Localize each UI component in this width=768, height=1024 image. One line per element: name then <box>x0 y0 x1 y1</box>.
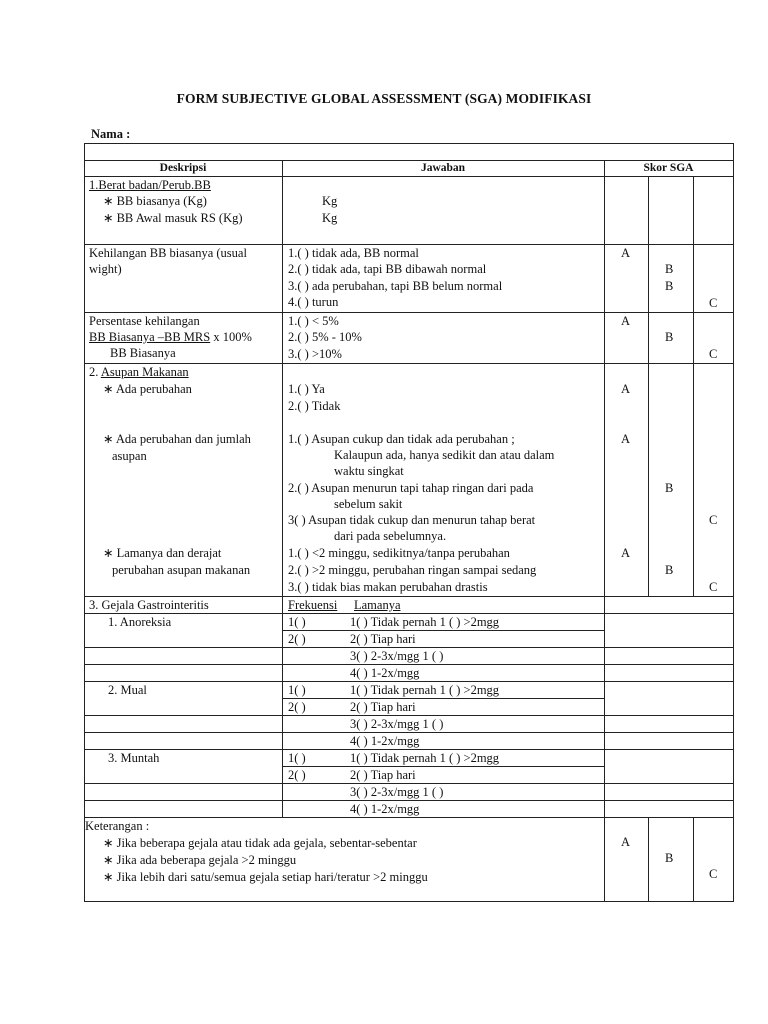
header-skor: Skor SGA <box>643 162 694 174</box>
col-divider <box>648 176 649 596</box>
kehilangan-label: wight) <box>89 262 122 276</box>
lamanya-option[interactable]: 1( ) Tidak pernah 1 ( ) >2mgg <box>350 615 500 629</box>
row-divider <box>84 312 734 313</box>
asupan-option-cont: Kalaupun ada, hanya sedikit dan atau dalam <box>334 448 555 462</box>
score-a: A <box>621 246 631 260</box>
gejala-muntah: 3. Muntah <box>108 751 160 765</box>
score-a: A <box>621 314 631 328</box>
formula-denominator: BB Biasanya <box>110 346 176 360</box>
col-divider <box>604 160 605 901</box>
row-divider <box>282 698 604 699</box>
ada-perubahan-label: ∗ Ada perubahan <box>103 382 192 396</box>
table-border-bottom <box>84 901 734 902</box>
lamanya-option[interactable]: 3( ) 2-3x/mgg 1 ( ) <box>350 717 444 731</box>
col-divider <box>648 817 649 901</box>
header-deskripsi: Deskripsi <box>159 162 207 174</box>
frekuensi-option[interactable]: 2( ) <box>288 632 306 646</box>
asupan-option[interactable]: 1.( ) Asupan cukup dan tidak ada perubahan ; <box>288 432 515 446</box>
lamanya-option[interactable]: 4( ) 1-2x/mgg <box>350 734 420 748</box>
table-border-left <box>84 143 85 901</box>
lamanya-option[interactable]: 1.( ) <2 minggu, sedikitnya/tanpa perubahan <box>288 546 510 560</box>
asupan-option-cont: sebelum sakit <box>334 497 403 511</box>
row-divider <box>84 244 734 245</box>
lamanya-option[interactable]: 2.( ) >2 minggu, perubahan ringan sampai sedang <box>288 563 537 577</box>
row-divider <box>84 664 734 665</box>
row-divider <box>84 176 734 177</box>
score-c: C <box>709 580 718 594</box>
keterangan-item: ∗ Jika lebih dari satu/semua gejala setiap hari/teratur >2 minggu <box>103 870 428 884</box>
asupan-heading-number: 2. <box>89 365 101 379</box>
kg-unit: Kg <box>322 211 338 225</box>
score-c: C <box>709 513 718 527</box>
table-border-top <box>84 143 734 144</box>
row-divider <box>84 681 734 682</box>
kehilangan-option[interactable]: 1.( ) tidak ada, BB normal <box>288 246 419 260</box>
formula-numerator: BB Biasanya –BB MRS <box>89 330 211 344</box>
lamanya-option[interactable]: 3.( ) tidak bias makan perubahan drastis <box>288 580 488 594</box>
asupan-heading <box>89 365 189 380</box>
frekuensi-option[interactable]: 1( ) <box>288 615 306 629</box>
col-divider <box>693 817 694 901</box>
keterangan-item: ∗ Jika ada beberapa gejala >2 minggu <box>103 853 297 867</box>
col-divider <box>282 160 283 817</box>
row-divider <box>84 715 734 716</box>
ada-perubahan-option[interactable]: 1.( ) Ya <box>288 382 325 396</box>
persentase-formula <box>89 330 252 345</box>
row-divider <box>282 766 604 767</box>
kehilangan-label: Kehilangan BB biasanya (usual <box>89 246 247 260</box>
gejala-heading: 3. Gejala Gastrointeritis <box>89 598 209 612</box>
asupan-option[interactable]: 3( ) Asupan tidak cukup dan menurun tahap berat <box>288 513 536 527</box>
ada-perubahan-option[interactable]: 2.( ) Tidak <box>288 399 341 413</box>
score-c: C <box>709 867 718 881</box>
row-divider <box>84 596 734 597</box>
lamanya-option[interactable]: 3( ) 2-3x/mgg 1 ( ) <box>350 785 444 799</box>
score-a: A <box>621 382 631 396</box>
row-divider <box>84 732 734 733</box>
keterangan-item: ∗ Jika beberapa gejala atau tidak ada gejala, sebentar-sebentar <box>103 836 417 850</box>
berat-badan-heading: 1.Berat badan/Perub.BB <box>89 178 211 192</box>
lamanya-option[interactable]: 4( ) 1-2x/mgg <box>350 666 420 680</box>
score-b: B <box>665 481 674 495</box>
bb-awal-label: ∗ BB Awal masuk RS (Kg) <box>103 211 243 225</box>
score-b: B <box>665 279 674 293</box>
persentase-option[interactable]: 1.( ) < 5% <box>288 314 339 328</box>
gejala-anoreksia: 1. Anoreksia <box>108 615 172 629</box>
asupan-heading-text: Asupan Makanan <box>100 365 189 379</box>
score-a: A <box>621 835 631 849</box>
keterangan-label: Keterangan : <box>85 819 150 833</box>
gejala-mual: 2. Mual <box>108 683 147 697</box>
row-divider <box>84 647 734 648</box>
frekuensi-header: Frekuensi <box>288 598 338 612</box>
lamanya-option[interactable]: 1( ) Tidak pernah 1 ( ) >2mgg <box>350 683 500 697</box>
lamanya-option[interactable]: 2( ) Tiap hari <box>350 768 416 782</box>
score-b: B <box>665 851 674 865</box>
frekuensi-option[interactable]: 2( ) <box>288 768 306 782</box>
lamanya-option[interactable]: 2( ) Tiap hari <box>350 632 416 646</box>
lamanya-label: perubahan asupan makanan <box>112 563 251 577</box>
kehilangan-option[interactable]: 4.( ) turun <box>288 295 339 309</box>
persentase-option[interactable]: 3.( ) >10% <box>288 347 342 361</box>
asupan-option-cont: dari pada sebelumnya. <box>334 529 447 543</box>
persentase-option[interactable]: 2.( ) 5% - 10% <box>288 330 362 344</box>
kehilangan-option[interactable]: 3.( ) ada perubahan, tapi BB belum normal <box>288 279 503 293</box>
lamanya-option[interactable]: 4( ) 1-2x/mgg <box>350 802 420 816</box>
nama-label: Nama : <box>91 127 131 141</box>
score-c: C <box>709 347 718 361</box>
lamanya-option[interactable]: 2( ) Tiap hari <box>350 700 416 714</box>
score-b: B <box>665 330 674 344</box>
col-divider <box>693 176 694 596</box>
lamanya-label: ∗ Lamanya dan derajat <box>103 546 222 560</box>
row-divider <box>84 613 734 614</box>
kehilangan-option[interactable]: 2.( ) tidak ada, tapi BB dibawah normal <box>288 262 487 276</box>
row-divider <box>282 630 604 631</box>
score-a: A <box>621 546 631 560</box>
asupan-option-cont: waktu singkat <box>334 464 404 478</box>
perubahan-jumlah-label: asupan <box>112 449 147 463</box>
row-divider <box>84 817 734 818</box>
lamanya-option[interactable]: 1( ) Tidak pernah 1 ( ) >2mgg <box>350 751 500 765</box>
score-b: B <box>665 563 674 577</box>
perubahan-jumlah-label: ∗ Ada perubahan dan jumlah <box>103 432 251 446</box>
kg-unit: Kg <box>322 194 338 208</box>
frekuensi-option[interactable]: 2( ) <box>288 700 306 714</box>
score-a: A <box>621 432 631 446</box>
persentase-label: Persentase kehilangan <box>89 314 200 328</box>
bb-biasanya-label: ∗ BB biasanya (Kg) <box>103 194 207 208</box>
frekuensi-option[interactable]: 1( ) <box>288 751 306 765</box>
row-divider <box>84 800 734 801</box>
formula-multiplier: x 100% <box>210 330 252 344</box>
lamanya-option[interactable]: 3( ) 2-3x/mgg 1 ( ) <box>350 649 444 663</box>
score-b: B <box>665 262 674 276</box>
row-divider <box>84 363 734 364</box>
asupan-option[interactable]: 2.( ) Asupan menurun tapi tahap ringan dari pada <box>288 481 534 495</box>
table-border-right <box>733 143 734 901</box>
row-divider <box>84 783 734 784</box>
form-title: FORM SUBJECTIVE GLOBAL ASSESSMENT (SGA) MODIFIKASI <box>176 91 592 106</box>
frekuensi-option[interactable]: 1( ) <box>288 683 306 697</box>
score-c: C <box>709 296 718 310</box>
lamanya-header: Lamanya <box>354 598 401 612</box>
row-divider <box>84 749 734 750</box>
header-jawaban: Jawaban <box>420 162 466 174</box>
